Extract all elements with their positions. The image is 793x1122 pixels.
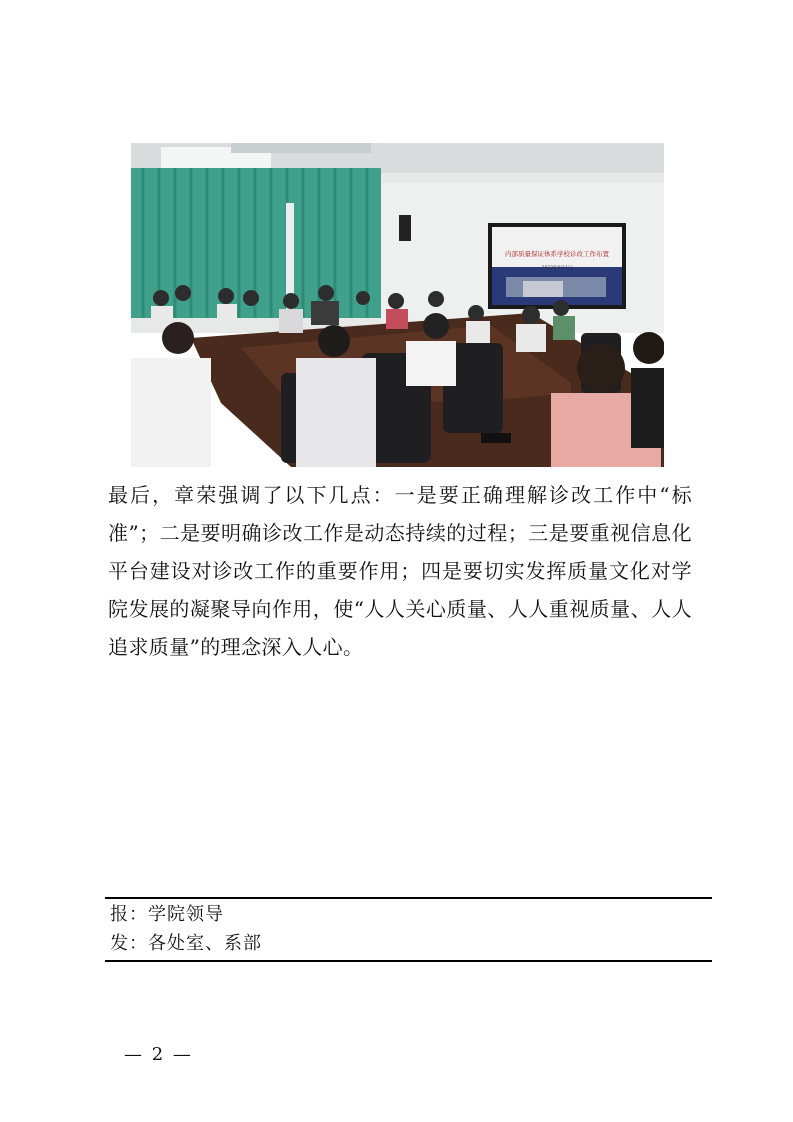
- distribution-top-rule: [105, 897, 712, 899]
- page-number: — 2 —: [124, 1044, 193, 1065]
- send-recipients: 发：各处室、系部: [110, 933, 262, 954]
- distribution-bottom-rule: [105, 960, 712, 962]
- screen-title: 内部质量保证体系学校诊改工作布置: [505, 250, 609, 258]
- meeting-photo: [131, 143, 664, 467]
- closing-paragraph: 最后，章荣强调了以下几点：一是要正确理解诊改工作中“标准”；二是要明确诊改工作是动态持续的过程；三是要重视信息化平台建设对诊改工作的重要作用；四是要切实发挥质量文化对学院发展的凝聚导向作用，使“人人关心质量、人人重视质量、人人追求质量”的理念深入人心。: [108, 483, 692, 659]
- screen-date: 2022年9月1日: [541, 266, 573, 271]
- report-recipients: 报：学院领导: [110, 904, 224, 925]
